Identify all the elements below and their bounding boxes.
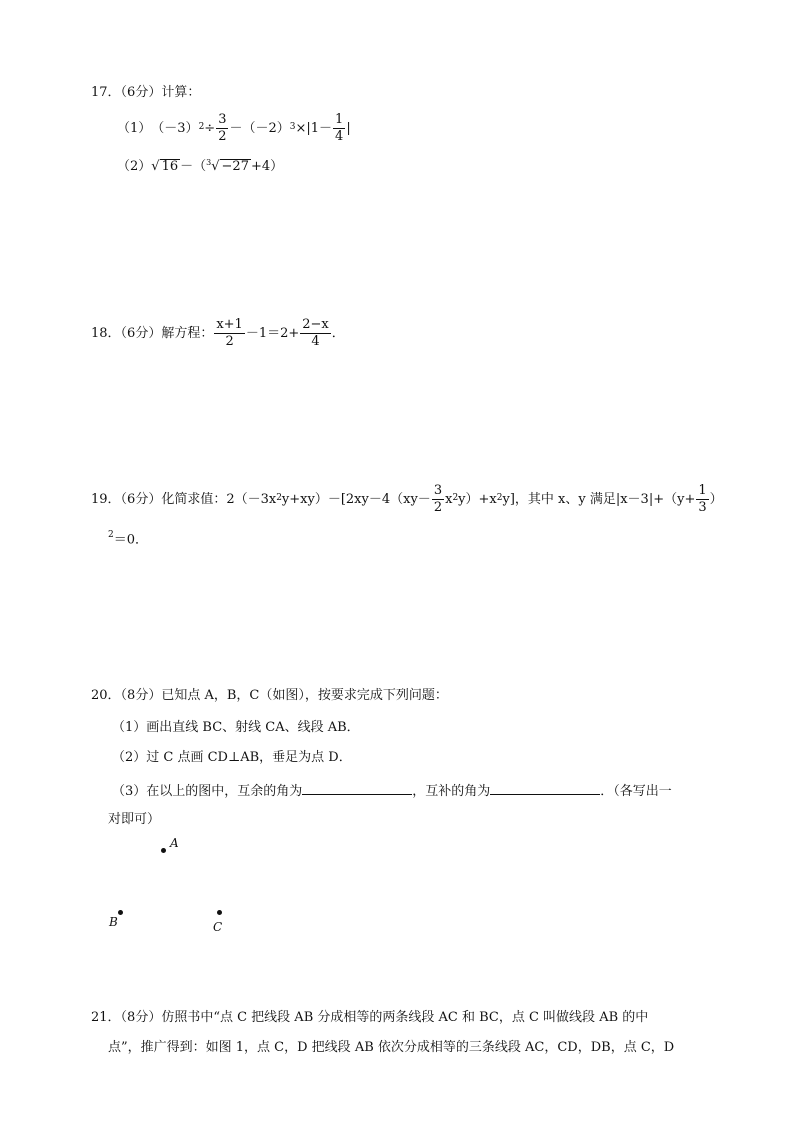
q18-frac1 [214, 318, 245, 350]
q19-frac2 [696, 484, 708, 516]
q19-t4: y]，其中 x、y 满足|x－3|+（y+ [502, 492, 696, 508]
q17-sqrt: √ 16 [151, 159, 179, 174]
q20-item3-b: ，互补的角为 [412, 784, 491, 799]
q19-t5: ） [709, 492, 723, 508]
q17-part1-base: （－3） [151, 121, 199, 137]
q19-line2-exp: 2 [108, 530, 114, 540]
point-c-dot [217, 910, 222, 915]
q17-part1-minus: －（－2） [229, 121, 290, 137]
q20-heading: 20．（8分）已知点 A，B，C（如图），按要求完成下列问题： [91, 688, 448, 703]
point-b-dot [118, 910, 123, 915]
q19-exp1: 2 [276, 493, 282, 504]
q17-part2-minus: －（ [180, 159, 207, 174]
q18-frac1-num: x+1 [214, 318, 245, 334]
q17-cbrt: √ −27 [211, 159, 249, 174]
q19-frac1-num: 3 [432, 484, 444, 500]
q20-item3-line2: 对即可） [108, 812, 161, 827]
q19-frac2-den: 3 [698, 500, 707, 516]
q20-item3 [112, 782, 672, 798]
q17-part1-exp2: 3 [289, 122, 296, 133]
point-a-label: A [170, 836, 179, 850]
q17-part1-label: （1） [117, 121, 152, 137]
q21-line2: 点”，推广得到：如图 1，点 C，D 把线段 AB 依次分成相等的三条线段 AC，CD，DB，点 C，D [108, 1040, 675, 1055]
q19-t1: y+xy）－[2xy－4（xy－ [281, 492, 431, 508]
q20-item1: （1）画出直线 BC、射线 CA、线段 AB． [112, 720, 360, 735]
complementary-angle-blank [302, 782, 412, 795]
q19-t2: x [445, 492, 453, 508]
q17-heading: 17．（6分）计算： [91, 85, 201, 100]
q17-part1-exp: 2 [198, 122, 205, 133]
q18 [91, 318, 345, 350]
q19-line2 [108, 532, 148, 546]
q17-part1-frac2 [333, 113, 345, 145]
q19-t3: y）+x [458, 492, 497, 508]
q18-frac2-den: 4 [311, 334, 320, 350]
q20-item3-c: ．（各写出一 [600, 784, 672, 799]
q17-part2 [117, 159, 283, 173]
q19-frac1 [432, 484, 444, 516]
q17-part1-end: | [346, 121, 351, 137]
point-b-label: B [109, 915, 118, 929]
q18-end: ． [331, 326, 345, 342]
q17-cbrt-body: −27 [221, 159, 249, 174]
q19-line2-text: ＝0． [113, 532, 149, 548]
q20-item3-a: （3）在以上的图中，互余的角为 [112, 784, 303, 799]
q18-frac2 [300, 318, 331, 350]
q17-part1 [117, 113, 351, 145]
q18-mid: －1＝2+ [245, 326, 300, 342]
q18-heading: 18．（6分）解方程： [91, 326, 214, 342]
q17-part1-frac1 [216, 113, 228, 145]
q17-part2-end: +4） [250, 159, 284, 174]
q21-line1: 21．（8分）仿照书中“点 C 把线段 AB 分成相等的两条线段 AC 和 BC，点 C 叫做线段 AB 的中 [91, 1010, 649, 1025]
q19-frac1-den: 2 [433, 500, 443, 516]
point-c-label: C [213, 920, 223, 934]
q19-exp3: 2 [496, 493, 503, 504]
q17-sqrt-body: 16 [161, 159, 179, 174]
q20-item2: （2）过 C 点画 CD⊥AB，垂足为点 D． [112, 750, 352, 765]
q19-frac2-num: 1 [696, 484, 708, 500]
q17-part1-frac2-den: 4 [335, 129, 344, 145]
q19-line1 [91, 484, 723, 516]
q17-cube-index: 3 [206, 158, 212, 167]
supplementary-angle-blank [490, 782, 600, 795]
q17-part1-frac1-den: 2 [218, 129, 227, 145]
q17-part2-label: （2） [117, 159, 152, 174]
q17-part1-frac2-num: 1 [333, 113, 345, 129]
q18-frac1-den: 2 [225, 334, 234, 350]
q19-exp2: 2 [452, 493, 459, 504]
q18-frac2-num: 2−x [300, 318, 331, 334]
q17-part1-times: ×|1－ [295, 121, 333, 137]
q17-part1-div: ÷ [204, 121, 216, 137]
point-a-dot [161, 848, 166, 853]
q19-head: 19．（6分）化简求值：2（－3x [91, 492, 277, 508]
q17-part1-frac1-num: 3 [216, 113, 228, 129]
